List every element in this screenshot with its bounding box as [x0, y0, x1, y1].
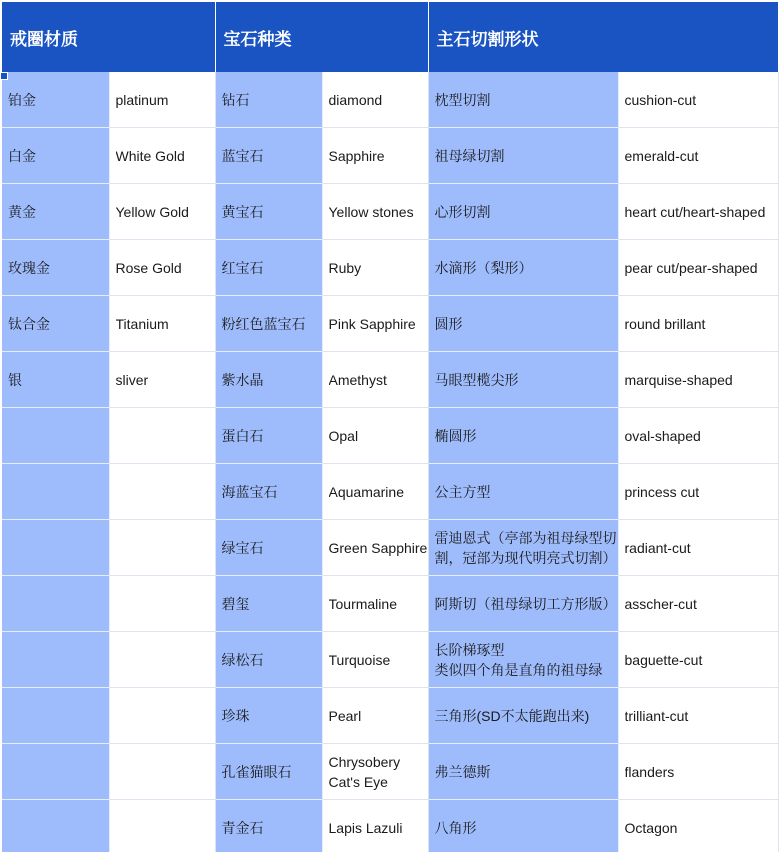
cell-ring-material-en[interactable]: [109, 688, 215, 744]
cell-gem-type-zh-text: 紫水晶: [221, 371, 264, 388]
cell-gem-type-en[interactable]: [322, 128, 428, 184]
cell-ring-material-en[interactable]: [109, 520, 215, 576]
cell-ring-material-zh[interactable]: [2, 296, 109, 352]
cell-cut-shape-zh-text: 阿斯切（祖母绿切工方形版）: [434, 595, 617, 612]
cell-gem-type-en-text: Opal: [328, 427, 359, 444]
cell-cut-shape-zh-text: 弗兰德斯: [434, 763, 491, 780]
cell-cut-shape-en[interactable]: [618, 800, 778, 852]
cell-cut-shape-zh-text: 椭圆形: [434, 427, 477, 444]
cell-gem-type-zh[interactable]: [215, 800, 322, 852]
table-row: [2, 632, 778, 688]
cell-cut-shape-en[interactable]: [618, 688, 778, 744]
table-row: [2, 72, 778, 128]
table-row: [2, 744, 778, 800]
cell-gem-type-zh-text: 碧玺: [221, 595, 250, 612]
cell-cut-shape-zh[interactable]: [428, 520, 618, 576]
cell-cut-shape-en[interactable]: [618, 184, 778, 240]
cell-ring-material-en-text: sliver: [115, 371, 149, 388]
header-main-stone-cut[interactable]: 主石切割形状: [428, 2, 778, 72]
cell-cut-shape-zh-text: 长阶梯琢型 类似四个角是直角的祖母绿: [434, 641, 603, 678]
cell-cut-shape-zh-text: 圆形: [434, 315, 463, 332]
cell-gem-type-en-text: Lapis Lazuli: [328, 819, 403, 836]
cell-gem-type-en-text: Chrysobery Cat's Eye: [328, 753, 401, 790]
cell-gem-type-en-text: diamond: [328, 91, 383, 108]
cell-cut-shape-zh[interactable]: [428, 352, 618, 408]
cell-cut-shape-en-text: trilliant-cut: [624, 707, 689, 724]
cell-ring-material-zh-text: 黄金: [8, 203, 36, 220]
table-row: [2, 352, 778, 408]
cell-cut-shape-en-text: round brillant: [624, 315, 706, 332]
cell-gem-type-en-text: Green Sapphire: [328, 539, 428, 556]
cell-cut-shape-en[interactable]: [618, 128, 778, 184]
cell-gem-type-en[interactable]: [322, 408, 428, 464]
cell-cut-shape-zh-text: 三角形(SD不太能跑出来): [434, 707, 590, 724]
cell-cut-shape-zh[interactable]: [428, 128, 618, 184]
cell-ring-material-en[interactable]: [109, 800, 215, 852]
cell-gem-type-en[interactable]: [322, 72, 428, 128]
cell-gem-type-zh-text: 红宝石: [221, 259, 264, 276]
cell-gem-type-en-text: Ruby: [328, 259, 362, 276]
cell-gem-type-en[interactable]: [322, 800, 428, 852]
cell-cut-shape-zh[interactable]: [428, 688, 618, 744]
cell-gem-type-en-text: Sapphire: [328, 147, 385, 164]
cell-ring-material-zh-text: 白金: [8, 147, 36, 164]
cell-ring-material-zh[interactable]: [2, 632, 109, 688]
cell-cut-shape-en[interactable]: [618, 632, 778, 688]
cell-ring-material-en[interactable]: [109, 72, 215, 128]
table-body: [2, 72, 778, 852]
cell-ring-material-zh-text: 钛合金: [8, 315, 50, 332]
cell-cut-shape-zh-text: 祖母绿切割: [434, 147, 505, 164]
cell-cut-shape-zh[interactable]: [428, 296, 618, 352]
cell-ring-material-en[interactable]: [109, 408, 215, 464]
cell-gem-type-en-text: Pearl: [328, 707, 362, 724]
cell-cut-shape-en[interactable]: [618, 744, 778, 800]
cell-ring-material-en[interactable]: [109, 464, 215, 520]
cell-ring-material-en[interactable]: [109, 296, 215, 352]
cell-ring-material-zh[interactable]: [2, 352, 109, 408]
cell-gem-type-en[interactable]: [322, 296, 428, 352]
table-row: [2, 296, 778, 352]
cell-ring-material-zh[interactable]: [2, 128, 109, 184]
cell-cut-shape-en[interactable]: [618, 408, 778, 464]
cell-cut-shape-en-text: cushion-cut: [624, 91, 697, 108]
cell-cut-shape-en[interactable]: [618, 576, 778, 632]
cell-gem-type-zh[interactable]: [215, 72, 322, 128]
cell-gem-type-en-text: Tourmaline: [328, 595, 397, 612]
cell-gem-type-zh[interactable]: [215, 464, 322, 520]
cell-cut-shape-zh[interactable]: [428, 408, 618, 464]
cell-gem-type-zh[interactable]: [215, 352, 322, 408]
cell-cut-shape-zh-text: 八角形: [434, 819, 477, 836]
cell-ring-material-zh[interactable]: [2, 520, 109, 576]
cell-cut-shape-zh-text: 雷迪恩式（亭部为祖母绿型切割，冠部为现代明亮式切割）: [434, 529, 617, 566]
cell-cut-shape-zh-text: 公主方型: [434, 483, 491, 500]
cell-cut-shape-zh[interactable]: [428, 632, 618, 688]
cell-gem-type-zh[interactable]: [215, 576, 322, 632]
cell-ring-material-en-text: Yellow Gold: [115, 203, 189, 220]
cell-gem-type-en[interactable]: [322, 688, 428, 744]
cell-gem-type-zh[interactable]: [215, 632, 322, 688]
cell-ring-material-en[interactable]: [109, 128, 215, 184]
cell-ring-material-en[interactable]: [109, 576, 215, 632]
table-row: [2, 464, 778, 520]
cell-gem-type-zh-text: 黄宝石: [221, 203, 264, 220]
cell-cut-shape-en[interactable]: [618, 464, 778, 520]
cell-gem-type-en-text: Yellow stones: [328, 203, 414, 220]
cell-ring-material-zh[interactable]: [2, 744, 109, 800]
cell-cut-shape-en-text: flanders: [624, 763, 675, 780]
cell-gem-type-zh[interactable]: [215, 520, 322, 576]
header-row: [2, 2, 778, 72]
header-ring-material[interactable]: 戒圈材质: [2, 2, 215, 72]
cell-gem-type-en[interactable]: [322, 184, 428, 240]
cell-gem-type-zh[interactable]: [215, 128, 322, 184]
header-gem-type[interactable]: 宝石种类: [215, 2, 428, 72]
gem-ring-table: [2, 2, 779, 852]
table-row: [2, 576, 778, 632]
cell-ring-material-en[interactable]: [109, 184, 215, 240]
cell-selection-handle[interactable]: [0, 72, 8, 80]
table-row: [2, 520, 778, 576]
cell-cut-shape-zh-text: 水滴形（梨形）: [434, 259, 533, 276]
cell-gem-type-zh[interactable]: [215, 744, 322, 800]
cell-gem-type-en[interactable]: [322, 744, 428, 800]
cell-gem-type-en[interactable]: [322, 576, 428, 632]
cell-gem-type-en-text: Amethyst: [328, 371, 387, 388]
cell-gem-type-zh-text: 绿松石: [221, 651, 264, 668]
cell-ring-material-zh[interactable]: [2, 72, 109, 128]
cell-cut-shape-en-text: asscher-cut: [624, 595, 697, 612]
cell-gem-type-zh-text: 蛋白石: [221, 427, 264, 444]
cell-cut-shape-zh[interactable]: [428, 800, 618, 852]
cell-ring-material-zh[interactable]: [2, 240, 109, 296]
table-row: [2, 184, 778, 240]
cell-ring-material-en[interactable]: [109, 632, 215, 688]
cell-ring-material-zh[interactable]: [2, 688, 109, 744]
cell-ring-material-en[interactable]: [109, 744, 215, 800]
cell-cut-shape-zh-text: 心形切割: [434, 203, 491, 220]
cell-gem-type-zh-text: 海蓝宝石: [221, 483, 278, 500]
cell-gem-type-zh-text: 孔雀猫眼石: [221, 763, 292, 780]
cell-ring-material-en[interactable]: [109, 352, 215, 408]
cell-cut-shape-zh[interactable]: [428, 72, 618, 128]
cell-gem-type-zh-text: 蓝宝石: [221, 147, 264, 164]
cell-gem-type-zh[interactable]: [215, 408, 322, 464]
cell-ring-material-zh-text: 玫瑰金: [8, 259, 50, 276]
cell-ring-material-zh[interactable]: [2, 184, 109, 240]
cell-cut-shape-en-text: pear cut/pear-shaped: [624, 259, 758, 276]
cell-gem-type-en[interactable]: [322, 632, 428, 688]
cell-cut-shape-en[interactable]: [618, 296, 778, 352]
cell-cut-shape-en-text: oval-shaped: [624, 427, 701, 444]
cell-ring-material-en-text: Rose Gold: [115, 259, 182, 276]
cell-ring-material-zh[interactable]: [2, 408, 109, 464]
cell-ring-material-en[interactable]: [109, 240, 215, 296]
table-row: [2, 128, 778, 184]
cell-cut-shape-en-text: marquise-shaped: [624, 371, 733, 388]
cell-gem-type-zh-text: 珍珠: [221, 707, 250, 724]
cell-ring-material-zh[interactable]: [2, 800, 109, 852]
cell-cut-shape-en-text: baguette-cut: [624, 651, 703, 668]
cell-cut-shape-zh[interactable]: [428, 240, 618, 296]
cell-gem-type-zh-text: 青金石: [221, 819, 264, 836]
cell-gem-type-zh[interactable]: [215, 688, 322, 744]
table-row: [2, 688, 778, 744]
cell-ring-material-zh-text: 铂金: [8, 91, 36, 108]
cell-gem-type-en[interactable]: [322, 464, 428, 520]
table-row: [2, 800, 778, 852]
cell-cut-shape-en-text: heart cut/heart-shaped: [624, 203, 766, 220]
cell-cut-shape-zh[interactable]: [428, 184, 618, 240]
table-row: [2, 240, 778, 296]
cell-cut-shape-zh[interactable]: [428, 576, 618, 632]
cell-gem-type-zh-text: 粉红色蓝宝石: [221, 315, 306, 332]
cell-ring-material-zh[interactable]: [2, 464, 109, 520]
cell-gem-type-en[interactable]: [322, 352, 428, 408]
cell-ring-material-en-text: White Gold: [115, 147, 185, 164]
cell-gem-type-zh-text: 绿宝石: [221, 539, 264, 556]
cell-gem-type-zh-text: 钻石: [221, 91, 250, 108]
cell-cut-shape-en[interactable]: [618, 72, 778, 128]
cell-cut-shape-zh-text: 枕型切割: [434, 91, 491, 108]
cell-gem-type-en[interactable]: [322, 520, 428, 576]
cell-cut-shape-en[interactable]: [618, 520, 778, 576]
cell-gem-type-en-text: Pink Sapphire: [328, 315, 416, 332]
cell-gem-type-en-text: Aquamarine: [328, 483, 404, 500]
cell-cut-shape-en-text: emerald-cut: [624, 147, 699, 164]
cell-cut-shape-en-text: Octagon: [624, 819, 678, 836]
cell-ring-material-zh-text: 银: [8, 371, 22, 388]
cell-cut-shape-en[interactable]: [618, 352, 778, 408]
cell-ring-material-en-text: platinum: [115, 91, 169, 108]
cell-cut-shape-en-text: radiant-cut: [624, 539, 691, 556]
cell-gem-type-zh[interactable]: [215, 240, 322, 296]
cell-gem-type-en[interactable]: [322, 240, 428, 296]
cell-cut-shape-zh[interactable]: [428, 464, 618, 520]
cell-gem-type-zh[interactable]: [215, 184, 322, 240]
cell-gem-type-en-text: Turquoise: [328, 651, 391, 668]
cell-cut-shape-en-text: princess cut: [624, 483, 700, 500]
table-row: [2, 408, 778, 464]
cell-gem-type-zh[interactable]: [215, 296, 322, 352]
cell-ring-material-en-text: Titanium: [115, 315, 169, 332]
cell-cut-shape-zh-text: 马眼型榄尖形: [434, 371, 519, 388]
cell-cut-shape-en[interactable]: [618, 240, 778, 296]
cell-ring-material-zh[interactable]: [2, 576, 109, 632]
cell-cut-shape-zh[interactable]: [428, 744, 618, 800]
